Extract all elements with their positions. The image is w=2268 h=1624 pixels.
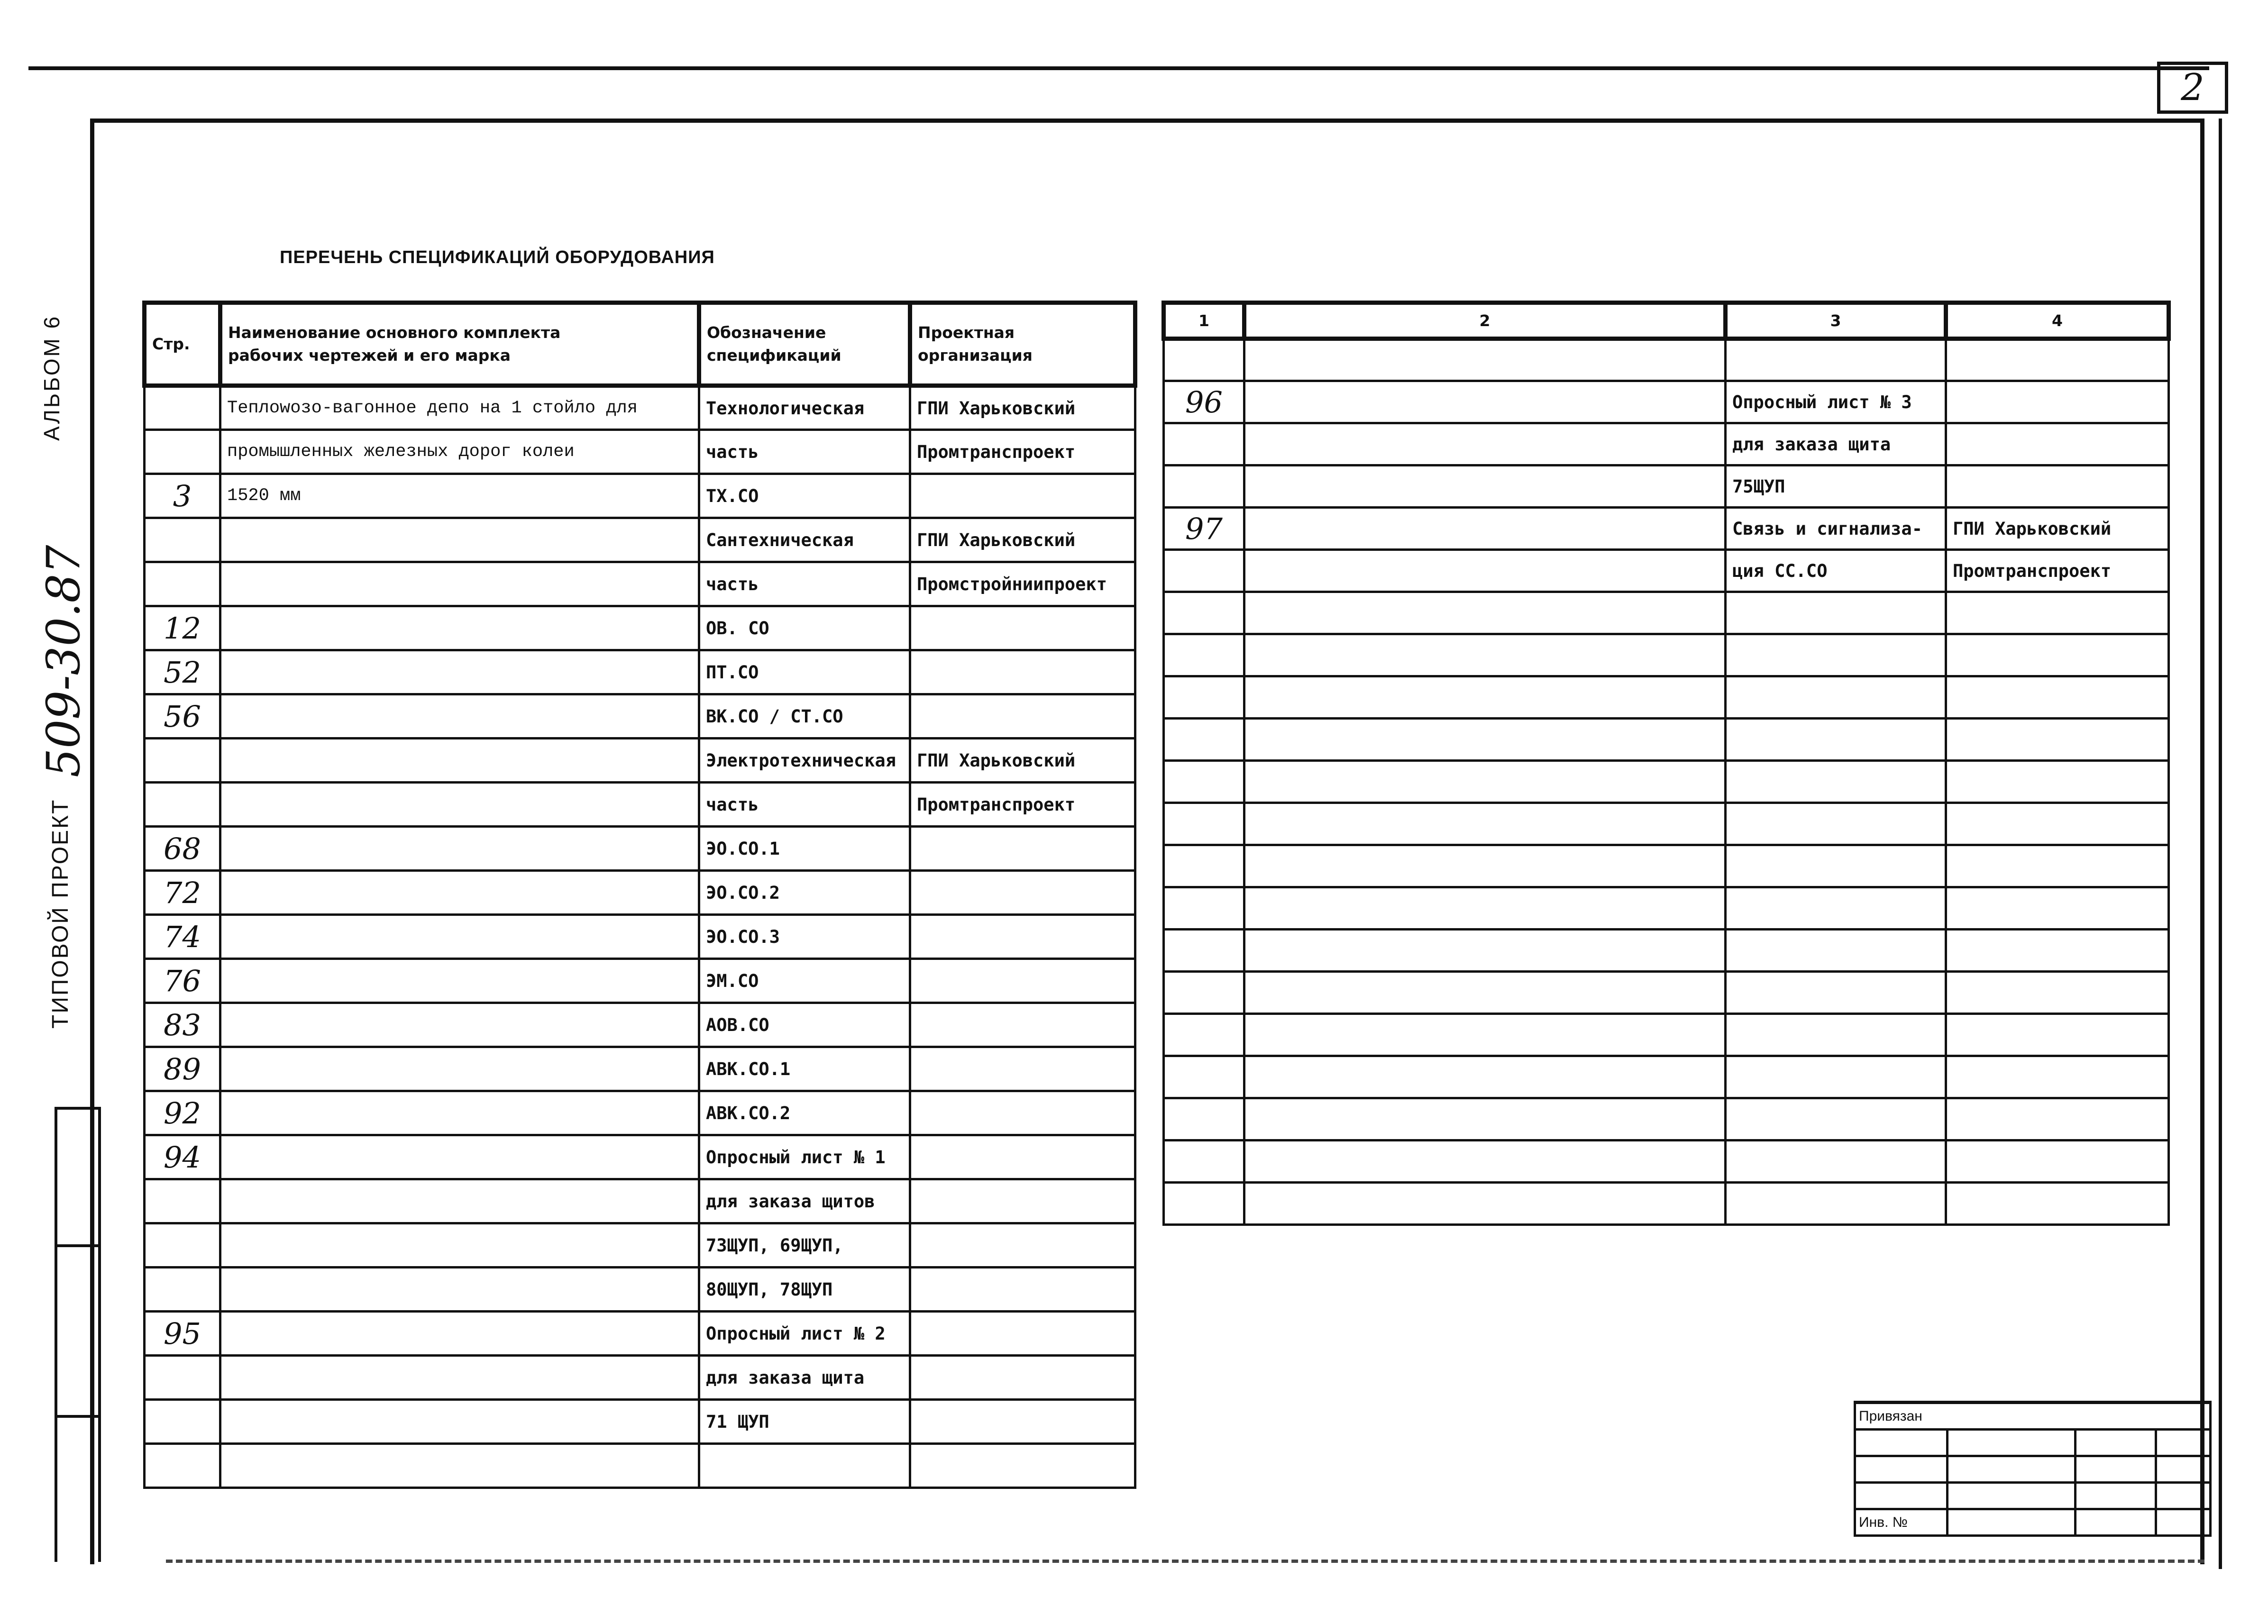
page-number-cell: 12 xyxy=(145,606,220,650)
page-number-cell xyxy=(1164,634,1244,676)
right-border-line xyxy=(2219,119,2222,1569)
page-number-cell xyxy=(145,1356,220,1400)
table-cell xyxy=(220,694,699,739)
right-header-text: 3 xyxy=(1830,311,1841,330)
title-block-stamp xyxy=(1854,1401,2212,1537)
table-row xyxy=(1164,1098,2169,1140)
header-organization xyxy=(910,303,1135,386)
table-cell xyxy=(220,783,699,827)
table-cell xyxy=(1244,1183,1726,1225)
table-cell xyxy=(220,1312,699,1356)
table-cell xyxy=(1726,1014,1946,1056)
table-cell: Теплowозо-вагонное депо на 1 стойло для xyxy=(220,386,699,430)
table-cell: 73ЩУП, 69ЩУП, xyxy=(699,1223,910,1268)
right-header-text: 1 xyxy=(1198,311,1209,330)
page-number-cell: 56 xyxy=(145,694,220,739)
table-cell xyxy=(1244,803,1726,845)
table-cell: часть xyxy=(699,783,910,827)
table-cell xyxy=(1244,676,1726,719)
table-cell: ПТ.СО xyxy=(699,650,910,694)
table-cell xyxy=(910,694,1135,739)
table-cell xyxy=(1946,676,2169,719)
table-row xyxy=(145,694,1135,739)
table-row xyxy=(145,562,1135,606)
table-cell: Связь и сигнализа- xyxy=(1726,508,1946,550)
table-cell: 80ЩУП, 78ЩУП xyxy=(699,1268,910,1312)
page-number-cell xyxy=(145,562,220,606)
table-cell xyxy=(220,1356,699,1400)
table-cell: Сантехническая xyxy=(699,518,910,562)
table-cell xyxy=(1244,423,1726,465)
project-number: 509-30.87 xyxy=(37,545,90,777)
table-row xyxy=(145,783,1135,827)
table-cell xyxy=(910,1003,1135,1047)
table-cell: Промтранспроект xyxy=(1946,550,2169,592)
table-cell xyxy=(1726,1056,1946,1098)
table-cell xyxy=(699,1444,910,1488)
table-cell xyxy=(1244,887,1726,930)
page-number-cell xyxy=(145,1444,220,1488)
table-cell: Опросный лист № 3 xyxy=(1726,381,1946,423)
table-cell xyxy=(1726,972,1946,1014)
table-cell xyxy=(1726,803,1946,845)
table-cell: АВК.СО.1 xyxy=(699,1047,910,1091)
table-cell xyxy=(910,959,1135,1003)
left-header-text: Наименование основного комплекта рабочих чертежей и его марка xyxy=(228,323,561,365)
side-stamp xyxy=(55,1107,100,1562)
page-number-cell xyxy=(145,783,220,827)
table-row xyxy=(145,650,1135,694)
table-cell xyxy=(1946,845,2169,887)
table-cell xyxy=(1946,1140,2169,1183)
table-cell: Технологическая xyxy=(699,386,910,430)
table-cell xyxy=(1946,1056,2169,1098)
page-number-cell xyxy=(1164,845,1244,887)
table-row xyxy=(145,1135,1135,1179)
table-row xyxy=(145,1003,1135,1047)
table-row xyxy=(1164,381,2169,423)
header-col-4 xyxy=(1946,303,2169,339)
page-number-cell: 83 xyxy=(145,1003,220,1047)
right-header-text: 4 xyxy=(2052,311,2063,330)
table-row xyxy=(145,1268,1135,1312)
page-number-cell xyxy=(1164,550,1244,592)
header-designation xyxy=(699,303,910,386)
table-cell: ГПИ Харьковский xyxy=(910,518,1135,562)
table-row xyxy=(1164,1140,2169,1183)
table-cell xyxy=(1726,719,1946,761)
page-number-cell xyxy=(1164,719,1244,761)
page-number-cell: 3 xyxy=(145,474,220,518)
table-cell xyxy=(1946,761,2169,803)
table-cell: ЭО.СО.1 xyxy=(699,827,910,871)
inventory-number-label: Инв. № xyxy=(1855,1509,1948,1536)
table-cell xyxy=(1244,930,1726,972)
table-cell xyxy=(1946,803,2169,845)
right-header-text: 2 xyxy=(1479,311,1491,330)
table-cell: ЭО.СО.2 xyxy=(699,871,910,915)
page-number-cell xyxy=(1164,339,1244,381)
page-number-cell xyxy=(1164,1183,1244,1225)
table-cell: 71 ЩУП xyxy=(699,1400,910,1444)
table-cell xyxy=(1726,634,1946,676)
table-cell xyxy=(910,871,1135,915)
table-cell xyxy=(1244,1014,1726,1056)
table-cell xyxy=(1946,1014,2169,1056)
table-cell xyxy=(1726,676,1946,719)
table-row xyxy=(1164,508,2169,550)
table-row xyxy=(145,871,1135,915)
table-row xyxy=(1164,803,2169,845)
table-cell xyxy=(910,827,1135,871)
table-row xyxy=(145,1312,1135,1356)
table-cell xyxy=(1946,887,2169,930)
page-number-cell xyxy=(1164,1098,1244,1140)
table-cell: ЭО.СО.3 xyxy=(699,915,910,959)
table-cell: ВК.СО / СТ.СО xyxy=(699,694,910,739)
table-cell: для заказа щитов xyxy=(699,1179,910,1223)
table-row xyxy=(145,959,1135,1003)
page-number-cell xyxy=(1164,465,1244,508)
table-cell xyxy=(220,650,699,694)
table-row xyxy=(1164,1014,2169,1056)
table-cell xyxy=(1946,465,2169,508)
table-cell xyxy=(1946,1098,2169,1140)
left-header-text: Стр. xyxy=(152,335,190,354)
table-cell xyxy=(910,650,1135,694)
page-number-cell xyxy=(145,739,220,783)
table-cell xyxy=(1946,381,2169,423)
page-number-cell xyxy=(1164,592,1244,634)
table-row xyxy=(145,915,1135,959)
table-cell xyxy=(1244,719,1726,761)
table-row xyxy=(145,739,1135,783)
page-number-cell: 68 xyxy=(145,827,220,871)
table-cell xyxy=(1726,592,1946,634)
table-cell: Опросный лист № 2 xyxy=(699,1312,910,1356)
table-row xyxy=(145,1047,1135,1091)
table-cell xyxy=(1244,1056,1726,1098)
table-cell: АОВ.СО xyxy=(699,1003,910,1047)
table-cell: 1520 мм xyxy=(220,474,699,518)
table-cell xyxy=(220,915,699,959)
table-cell: ГПИ Харьковский xyxy=(910,739,1135,783)
table-cell: часть xyxy=(699,430,910,474)
table-cell: Промтранспроект xyxy=(910,430,1135,474)
table-cell xyxy=(910,1091,1135,1135)
table-cell xyxy=(220,1223,699,1268)
table-cell xyxy=(1946,1183,2169,1225)
page-number-cell xyxy=(1164,1014,1244,1056)
page-number-cell: 96 xyxy=(1164,381,1244,423)
table-row xyxy=(1164,761,2169,803)
top-border-line xyxy=(28,66,2209,70)
table-cell xyxy=(1244,1098,1726,1140)
table-row xyxy=(1164,676,2169,719)
table-row xyxy=(1164,592,2169,634)
table-cell xyxy=(1244,845,1726,887)
table-row xyxy=(1164,719,2169,761)
table-cell xyxy=(1946,592,2169,634)
page-number-cell: 97 xyxy=(1164,508,1244,550)
table-cell xyxy=(1726,1140,1946,1183)
table-cell xyxy=(1946,634,2169,676)
page-number-cell: 94 xyxy=(145,1135,220,1179)
frame-bottom-line xyxy=(166,1560,2204,1563)
table-row xyxy=(145,1444,1135,1488)
table-row xyxy=(145,430,1135,474)
table-row xyxy=(145,1356,1135,1400)
table-cell xyxy=(220,827,699,871)
table-row xyxy=(1164,845,2169,887)
table-row xyxy=(1164,1056,2169,1098)
table-cell xyxy=(220,1047,699,1091)
table-row xyxy=(1164,550,2169,592)
table-cell xyxy=(1946,719,2169,761)
page-number-cell xyxy=(1164,676,1244,719)
table-cell xyxy=(1244,761,1726,803)
page-number-cell: 76 xyxy=(145,959,220,1003)
page-number-cell xyxy=(145,1223,220,1268)
table-cell xyxy=(1946,930,2169,972)
table-cell xyxy=(910,1356,1135,1400)
table-cell xyxy=(1726,761,1946,803)
table-cell xyxy=(910,1179,1135,1223)
table-cell xyxy=(910,1268,1135,1312)
page-number-cell xyxy=(145,1268,220,1312)
table-cell xyxy=(910,1223,1135,1268)
header-page xyxy=(145,303,220,386)
table-cell: Электротехническая xyxy=(699,739,910,783)
table-cell xyxy=(1726,1183,1946,1225)
table-cell: 75ЩУП xyxy=(1726,465,1946,508)
table-cell: Промстройниипроект xyxy=(910,562,1135,606)
page-number-cell xyxy=(1164,803,1244,845)
page-number-cell: 89 xyxy=(145,1047,220,1091)
page-number-cell xyxy=(1164,887,1244,930)
page-number-cell: 92 xyxy=(145,1091,220,1135)
table-row xyxy=(145,1400,1135,1444)
page-title: ПЕРЕЧЕНЬ СПЕЦИФИКАЦИЙ ОБОРУДОВАНИЯ xyxy=(280,247,715,267)
page-number-cell: 74 xyxy=(145,915,220,959)
table-cell xyxy=(1244,339,1726,381)
table-cell xyxy=(1244,1140,1726,1183)
table-cell xyxy=(1726,930,1946,972)
table-cell xyxy=(1244,508,1726,550)
table-cell: промышленных железных дорог колеи xyxy=(220,430,699,474)
table-cell xyxy=(220,1268,699,1312)
table-cell xyxy=(1946,339,2169,381)
table-cell xyxy=(220,739,699,783)
bound-label: Привязан xyxy=(1855,1403,2211,1430)
table-cell xyxy=(910,1400,1135,1444)
left-header-text: Обозначение спецификаций xyxy=(707,323,841,365)
header-col-1 xyxy=(1164,303,1244,339)
table-cell xyxy=(220,1003,699,1047)
table-cell xyxy=(1726,845,1946,887)
table-cell xyxy=(220,1400,699,1444)
page-number-cell xyxy=(145,386,220,430)
page-number-cell: 52 xyxy=(145,650,220,694)
table-cell xyxy=(220,1091,699,1135)
project-label: ТИПОВОЙ ПРОЕКТ xyxy=(48,798,73,1029)
table-row xyxy=(145,1179,1135,1223)
table-cell: АВК.СО.2 xyxy=(699,1091,910,1135)
table-row xyxy=(1164,972,2169,1014)
table-cell xyxy=(1244,550,1726,592)
table-cell: ОВ. СО xyxy=(699,606,910,650)
table-cell xyxy=(220,562,699,606)
page-number-cell xyxy=(1164,972,1244,1014)
table-cell: для заказа щита xyxy=(1726,423,1946,465)
table-row xyxy=(1164,930,2169,972)
page-number-cell xyxy=(1164,761,1244,803)
table-cell: ГПИ Харьковский xyxy=(1946,508,2169,550)
table-cell xyxy=(1244,634,1726,676)
page-number-cell xyxy=(1164,1140,1244,1183)
table-row xyxy=(1164,1183,2169,1225)
page-number-cell xyxy=(1164,930,1244,972)
album-label: АЛЬБОМ 6 xyxy=(39,314,64,441)
table-cell xyxy=(910,474,1135,518)
table-cell xyxy=(1244,465,1726,508)
specifications-table-right xyxy=(1161,301,2171,1226)
table-cell: ЭМ.СО xyxy=(699,959,910,1003)
table-row xyxy=(1164,465,2169,508)
table-cell xyxy=(1726,339,1946,381)
table-cell xyxy=(1726,1098,1946,1140)
table-row xyxy=(145,606,1135,650)
table-cell xyxy=(1244,972,1726,1014)
table-cell: для заказа щита xyxy=(699,1356,910,1400)
table-cell xyxy=(220,871,699,915)
page-number-cell xyxy=(1164,1056,1244,1098)
table-cell xyxy=(910,1312,1135,1356)
table-cell xyxy=(910,1444,1135,1488)
table-cell xyxy=(220,1444,699,1488)
table-row xyxy=(145,827,1135,871)
table-row xyxy=(1164,423,2169,465)
sheet-number: 2 xyxy=(2157,62,2228,114)
page-number-cell: 72 xyxy=(145,871,220,915)
header-col-3 xyxy=(1726,303,1946,339)
left-header-text: Проектная организация xyxy=(918,323,1033,365)
table-cell: ция СС.СО xyxy=(1726,550,1946,592)
page-number-cell xyxy=(1164,423,1244,465)
table-cell xyxy=(220,518,699,562)
header-col-2 xyxy=(1244,303,1726,339)
table-cell: Промтранспроект xyxy=(910,783,1135,827)
table-cell xyxy=(910,1135,1135,1179)
table-cell: часть xyxy=(699,562,910,606)
table-cell xyxy=(1244,381,1726,423)
header-name xyxy=(220,303,699,386)
table-cell xyxy=(910,915,1135,959)
table-row xyxy=(1164,634,2169,676)
table-cell xyxy=(220,959,699,1003)
table-cell xyxy=(1244,592,1726,634)
table-row xyxy=(145,518,1135,562)
specifications-table-left xyxy=(142,301,1137,1489)
page-number-cell xyxy=(145,518,220,562)
table-cell xyxy=(910,606,1135,650)
table-row xyxy=(145,1091,1135,1135)
page-number-cell xyxy=(145,430,220,474)
table-cell: ГПИ Харьковский xyxy=(910,386,1135,430)
table-cell xyxy=(220,606,699,650)
table-cell xyxy=(1946,972,2169,1014)
table-cell xyxy=(220,1179,699,1223)
table-row xyxy=(1164,339,2169,381)
table-row xyxy=(1164,887,2169,930)
table-cell xyxy=(1946,423,2169,465)
page-number-cell xyxy=(145,1179,220,1223)
page-number-cell xyxy=(145,1400,220,1444)
table-row xyxy=(145,386,1135,430)
table-cell: Опросный лист № 1 xyxy=(699,1135,910,1179)
page-number-cell: 95 xyxy=(145,1312,220,1356)
table-row xyxy=(145,474,1135,518)
table-cell xyxy=(1726,887,1946,930)
table-cell xyxy=(910,1047,1135,1091)
table-cell: ТХ.СО xyxy=(699,474,910,518)
table-cell xyxy=(220,1135,699,1179)
table-row xyxy=(145,1223,1135,1268)
